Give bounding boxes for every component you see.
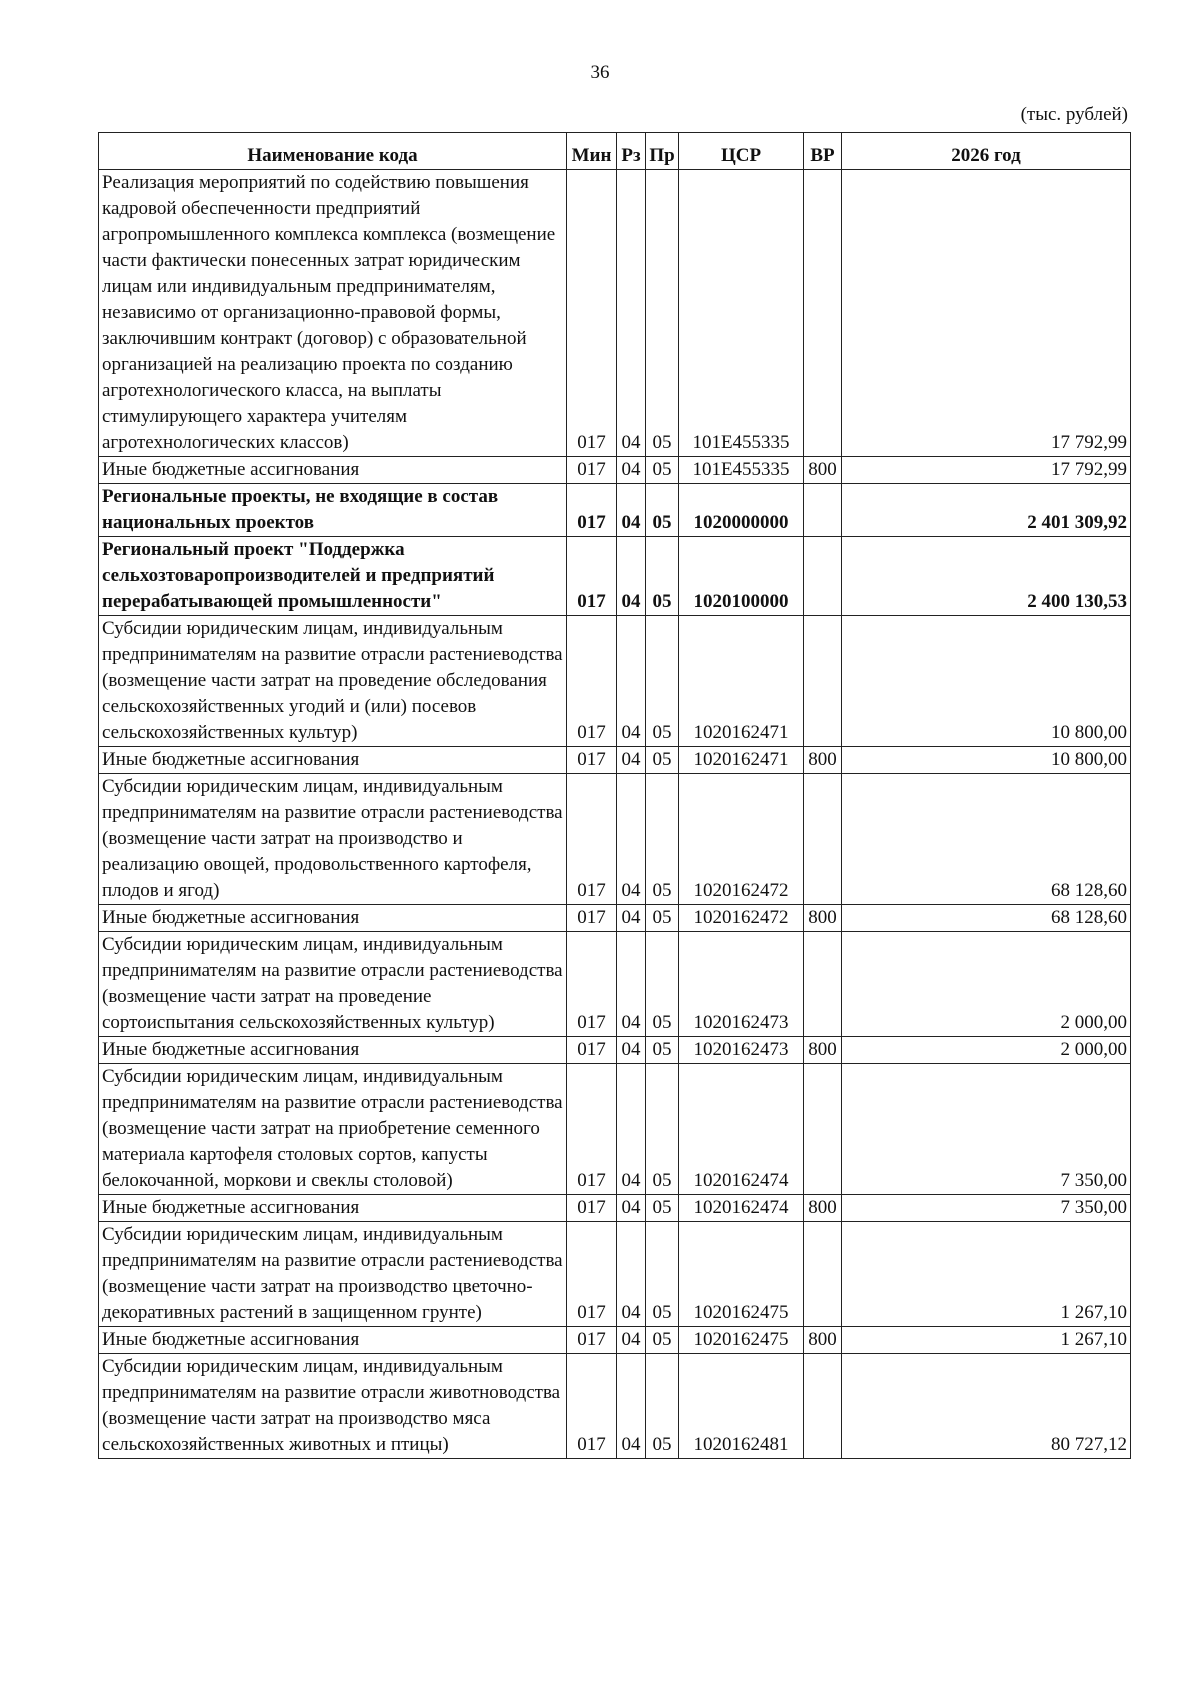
cell-min: 017 — [567, 747, 617, 774]
table-row — [99, 616, 1131, 747]
cell-name: Субсидии юридическим лицам, индивидуальным предпринимателям на развитие отрасли животноводства (возмещение части затрат на производство мяса сельскохозяйственных животных и птицы) — [99, 1354, 567, 1459]
cell-vr — [804, 774, 842, 905]
table-row — [99, 170, 1131, 457]
header-pr: Пр — [646, 133, 679, 170]
table-row — [99, 537, 1131, 616]
cell-name: Субсидии юридическим лицам, индивидуальным предпринимателям на развитие отрасли растениеводства (возмещение части затрат на производство и реализацию овощей, продовольственного картофеля, плодов и ягод) — [99, 774, 567, 905]
cell-amount: 80 727,12 — [842, 1354, 1131, 1459]
cell-amount: 68 128,60 — [842, 774, 1131, 905]
cell-amount: 2 000,00 — [842, 932, 1131, 1037]
cell-name: Иные бюджетные ассигнования — [99, 905, 567, 932]
cell-amount: 17 792,99 — [842, 457, 1131, 484]
cell-csr: 101Е455335 — [679, 457, 804, 484]
table-row — [99, 1327, 1131, 1354]
cell-rz: 04 — [617, 747, 646, 774]
cell-amount: 1 267,10 — [842, 1222, 1131, 1327]
cell-rz: 04 — [617, 1354, 646, 1459]
cell-vr: 800 — [804, 905, 842, 932]
table-body — [99, 170, 1131, 1459]
header-year: 2026 год — [842, 133, 1131, 170]
cell-csr: 1020162472 — [679, 774, 804, 905]
cell-name: Субсидии юридическим лицам, индивидуальным предпринимателям на развитие отрасли растениеводства (возмещение части затрат на производство цветочно-декоративных растений в защищенном грунте) — [99, 1222, 567, 1327]
cell-rz: 04 — [617, 1327, 646, 1354]
table-row — [99, 484, 1131, 537]
cell-pr: 05 — [646, 1327, 679, 1354]
cell-min: 017 — [567, 616, 617, 747]
cell-min: 017 — [567, 484, 617, 537]
cell-vr: 800 — [804, 1195, 842, 1222]
cell-min: 017 — [567, 457, 617, 484]
cell-pr: 05 — [646, 905, 679, 932]
cell-vr — [804, 1222, 842, 1327]
header-name: Наименование кода — [99, 133, 567, 170]
cell-pr: 05 — [646, 932, 679, 1037]
header-rz: Рз — [617, 133, 646, 170]
cell-pr: 05 — [646, 1354, 679, 1459]
cell-csr: 1020162474 — [679, 1064, 804, 1195]
cell-amount: 10 800,00 — [842, 616, 1131, 747]
cell-min: 017 — [567, 905, 617, 932]
cell-csr: 1020162471 — [679, 616, 804, 747]
header-csr: ЦСР — [679, 133, 804, 170]
cell-rz: 04 — [617, 774, 646, 905]
cell-min: 017 — [567, 170, 617, 457]
table-row — [99, 1354, 1131, 1459]
cell-name: Субсидии юридическим лицам, индивидуальным предпринимателям на развитие отрасли растениеводства (возмещение части затрат на проведение сортоиспытания сельскохозяйственных культур) — [99, 932, 567, 1037]
cell-amount: 2 000,00 — [842, 1037, 1131, 1064]
cell-pr: 05 — [646, 1064, 679, 1195]
cell-min: 017 — [567, 1354, 617, 1459]
cell-vr: 800 — [804, 747, 842, 774]
cell-pr: 05 — [646, 1195, 679, 1222]
cell-csr: 1020162481 — [679, 1354, 804, 1459]
cell-pr: 05 — [646, 616, 679, 747]
table-row — [99, 457, 1131, 484]
cell-amount: 10 800,00 — [842, 747, 1131, 774]
cell-name: Субсидии юридическим лицам, индивидуальным предпринимателям на развитие отрасли растениеводства (возмещение части затрат на приобретение семенного материала картофеля столовых сортов, капусты белокочанной, моркови и свеклы столовой) — [99, 1064, 567, 1195]
table-header-row — [99, 133, 1131, 170]
cell-amount: 17 792,99 — [842, 170, 1131, 457]
table-row — [99, 932, 1131, 1037]
table-row — [99, 905, 1131, 932]
cell-rz: 04 — [617, 616, 646, 747]
cell-csr: 1020162473 — [679, 1037, 804, 1064]
cell-rz: 04 — [617, 170, 646, 457]
table-row — [99, 1195, 1131, 1222]
cell-rz: 04 — [617, 1195, 646, 1222]
cell-pr: 05 — [646, 1037, 679, 1064]
table-row — [99, 1037, 1131, 1064]
cell-csr: 101Е455335 — [679, 170, 804, 457]
cell-rz: 04 — [617, 1037, 646, 1064]
cell-min: 017 — [567, 1037, 617, 1064]
cell-amount: 1 267,10 — [842, 1327, 1131, 1354]
cell-csr: 1020162471 — [679, 747, 804, 774]
cell-vr: 800 — [804, 1037, 842, 1064]
cell-name: Иные бюджетные ассигнования — [99, 457, 567, 484]
cell-rz: 04 — [617, 457, 646, 484]
table-row — [99, 774, 1131, 905]
cell-min: 017 — [567, 1327, 617, 1354]
cell-name: Субсидии юридическим лицам, индивидуальным предпринимателям на развитие отрасли растениеводства (возмещение части затрат на проведение обследования сельскохозяйственных угодий и (или) посевов сельскохозяйственных культур) — [99, 616, 567, 747]
cell-rz: 04 — [617, 932, 646, 1037]
cell-vr — [804, 932, 842, 1037]
cell-amount: 7 350,00 — [842, 1064, 1131, 1195]
cell-vr: 800 — [804, 1327, 842, 1354]
cell-rz: 04 — [617, 905, 646, 932]
cell-pr: 05 — [646, 170, 679, 457]
cell-rz: 04 — [617, 537, 646, 616]
cell-pr: 05 — [646, 537, 679, 616]
cell-vr: 800 — [804, 457, 842, 484]
cell-name: Реализация мероприятий по содействию повышения кадровой обеспеченности предприятий агропромышленного комплекса комплекса (возмещение части фактически понесенных затрат юридическим лицам или индивидуальным предпринимателям, независимо от организационно-правовой формы, заключившим контракт (договор) с образовательной организацией на реализацию проекта по созданию агротехнологического класса, на выплаты стимулирующего характера учителям агротехнологических классов) — [99, 170, 567, 457]
cell-csr: 1020162475 — [679, 1327, 804, 1354]
cell-pr: 05 — [646, 457, 679, 484]
cell-name: Иные бюджетные ассигнования — [99, 747, 567, 774]
cell-min: 017 — [567, 932, 617, 1037]
cell-amount: 2 401 309,92 — [842, 484, 1131, 537]
cell-csr: 1020162475 — [679, 1222, 804, 1327]
header-min: Мин — [567, 133, 617, 170]
cell-amount: 7 350,00 — [842, 1195, 1131, 1222]
cell-pr: 05 — [646, 774, 679, 905]
cell-vr — [804, 616, 842, 747]
cell-rz: 04 — [617, 1222, 646, 1327]
cell-rz: 04 — [617, 484, 646, 537]
cell-name: Региональные проекты, не входящие в состав национальных проектов — [99, 484, 567, 537]
table-row — [99, 1222, 1131, 1327]
table-row — [99, 747, 1131, 774]
units-label: (тыс. рублей) — [1020, 104, 1128, 125]
cell-min: 017 — [567, 1195, 617, 1222]
cell-amount: 2 400 130,53 — [842, 537, 1131, 616]
cell-min: 017 — [567, 774, 617, 905]
cell-name: Иные бюджетные ассигнования — [99, 1037, 567, 1064]
cell-vr — [804, 484, 842, 537]
cell-min: 017 — [567, 1064, 617, 1195]
cell-amount: 68 128,60 — [842, 905, 1131, 932]
cell-name: Иные бюджетные ассигнования — [99, 1195, 567, 1222]
cell-pr: 05 — [646, 1222, 679, 1327]
cell-rz: 04 — [617, 1064, 646, 1195]
cell-vr — [804, 1064, 842, 1195]
budget-table — [98, 132, 1131, 1459]
cell-min: 017 — [567, 537, 617, 616]
cell-csr: 1020100000 — [679, 537, 804, 616]
cell-csr: 1020162474 — [679, 1195, 804, 1222]
table-row — [99, 1064, 1131, 1195]
cell-csr: 1020162472 — [679, 905, 804, 932]
cell-csr: 1020000000 — [679, 484, 804, 537]
cell-pr: 05 — [646, 747, 679, 774]
header-vr: ВР — [804, 133, 842, 170]
cell-name: Региональный проект "Поддержка сельхозтоваропроизводителей и предприятий перерабатывающей промышленности" — [99, 537, 567, 616]
cell-min: 017 — [567, 1222, 617, 1327]
cell-name: Иные бюджетные ассигнования — [99, 1327, 567, 1354]
page-number: 36 — [590, 62, 610, 83]
cell-vr — [804, 537, 842, 616]
cell-pr: 05 — [646, 484, 679, 537]
cell-vr — [804, 1354, 842, 1459]
cell-vr — [804, 170, 842, 457]
cell-csr: 1020162473 — [679, 932, 804, 1037]
